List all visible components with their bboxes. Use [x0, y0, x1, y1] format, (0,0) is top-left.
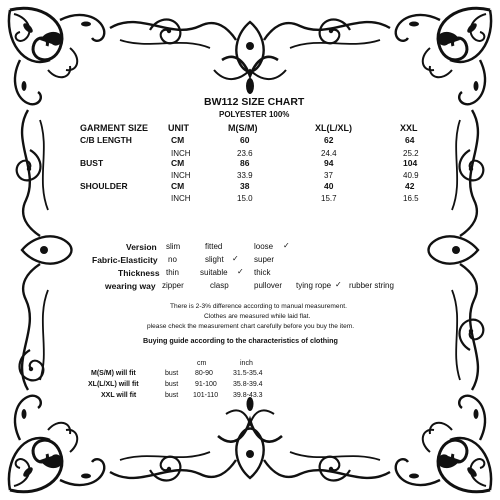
char-option: no — [168, 255, 177, 264]
char-option: super — [254, 255, 275, 264]
unit-inch: INCH — [171, 149, 191, 158]
checkmark-icon: ✓ — [283, 241, 290, 250]
cell-value: 86 — [240, 158, 250, 168]
cell-value: 37 — [324, 171, 333, 180]
checkmark-icon: ✓ — [335, 280, 342, 289]
guide-cm: 91-100 — [195, 381, 217, 388]
char-label-fabric-elasticity: Fabric-Elasticity — [92, 255, 158, 265]
row-label-cb-length: C/B LENGTH — [80, 135, 132, 145]
char-label-thickness: Thickness — [118, 268, 160, 278]
cell-value: 60 — [240, 135, 250, 145]
guide-col-cm: cm — [197, 360, 207, 367]
guide-col-inch: inch — [240, 360, 253, 367]
cell-value: 15.7 — [321, 194, 337, 203]
note-line: please check the measurement chart carefully before you buy the item. — [147, 323, 355, 330]
char-option: thick — [254, 268, 271, 277]
char-label-version: Version — [126, 242, 157, 252]
checkmark-icon: ✓ — [237, 267, 244, 276]
header-garment-size: GARMENT SIZE — [80, 123, 149, 133]
row-label-shoulder: SHOULDER — [80, 181, 128, 191]
guide-inch: 39.8-43.3 — [233, 392, 263, 399]
guide-cm: 80-90 — [195, 370, 213, 377]
char-option: thin — [166, 268, 179, 277]
cell-value: 42 — [405, 181, 415, 191]
guide-cm: 101-110 — [193, 392, 219, 399]
chart-title: BW112 SIZE CHART — [204, 96, 305, 108]
cell-value: 64 — [405, 135, 415, 145]
char-option-selected: tying rope — [296, 281, 332, 290]
unit-cm: CM — [171, 158, 185, 168]
cell-value: 25.2 — [403, 149, 419, 158]
char-option: rubber string — [349, 281, 394, 290]
cell-value: 40.9 — [403, 171, 419, 180]
cell-value: 15.0 — [237, 194, 253, 203]
guide-inch: 35.8-39.4 — [233, 381, 263, 388]
material-label: POLYESTER 100% — [219, 110, 290, 119]
cell-value: 38 — [240, 181, 250, 191]
guide-fit-label: M(S/M) will fit — [91, 370, 136, 377]
guide-title: Buying guide according to the characteristics of clothing — [143, 336, 338, 345]
note-line: There is 2-3% difference according to manual measurement. — [170, 303, 347, 310]
char-option: slim — [166, 242, 181, 251]
unit-cm: CM — [171, 181, 185, 191]
guide-fit-label: XL(L/XL) will fit — [88, 381, 139, 388]
unit-inch: INCH — [171, 171, 191, 180]
guide-fit-label: XXL will fit — [101, 392, 137, 399]
cell-value: 62 — [324, 135, 334, 145]
unit-cm: CM — [171, 135, 185, 145]
row-label-bust: BUST — [80, 158, 104, 168]
cell-value: 24.4 — [321, 149, 337, 158]
char-option: clasp — [210, 281, 229, 290]
header-size-xl: XL(L/XL) — [315, 123, 352, 133]
guide-part: bust — [165, 381, 179, 388]
cell-value: 40 — [324, 181, 334, 191]
char-option-selected: loose — [254, 242, 274, 251]
char-option: pullover — [254, 281, 283, 290]
cell-value: 104 — [403, 158, 418, 168]
char-option-selected: slight — [205, 255, 224, 264]
header-size-m: M(S/M) — [228, 123, 258, 133]
header-size-xxl: XXL — [400, 123, 418, 133]
char-option-selected: suitable — [200, 268, 228, 277]
guide-inch: 31.5-35.4 — [233, 370, 263, 377]
cell-value: 16.5 — [403, 194, 419, 203]
guide-part: bust — [165, 392, 179, 399]
cell-value: 33.9 — [237, 171, 253, 180]
char-option: zipper — [162, 281, 184, 290]
checkmark-icon: ✓ — [232, 254, 239, 263]
unit-inch: INCH — [171, 194, 191, 203]
guide-part: bust — [165, 370, 179, 377]
cell-value: 23.6 — [237, 149, 253, 158]
char-label-wearing-way: wearing way — [105, 281, 156, 291]
header-unit: UNIT — [168, 123, 189, 133]
note-line: Clothes are measured while laid flat. — [204, 313, 311, 320]
cell-value: 94 — [324, 158, 334, 168]
char-option: fitted — [205, 242, 223, 251]
